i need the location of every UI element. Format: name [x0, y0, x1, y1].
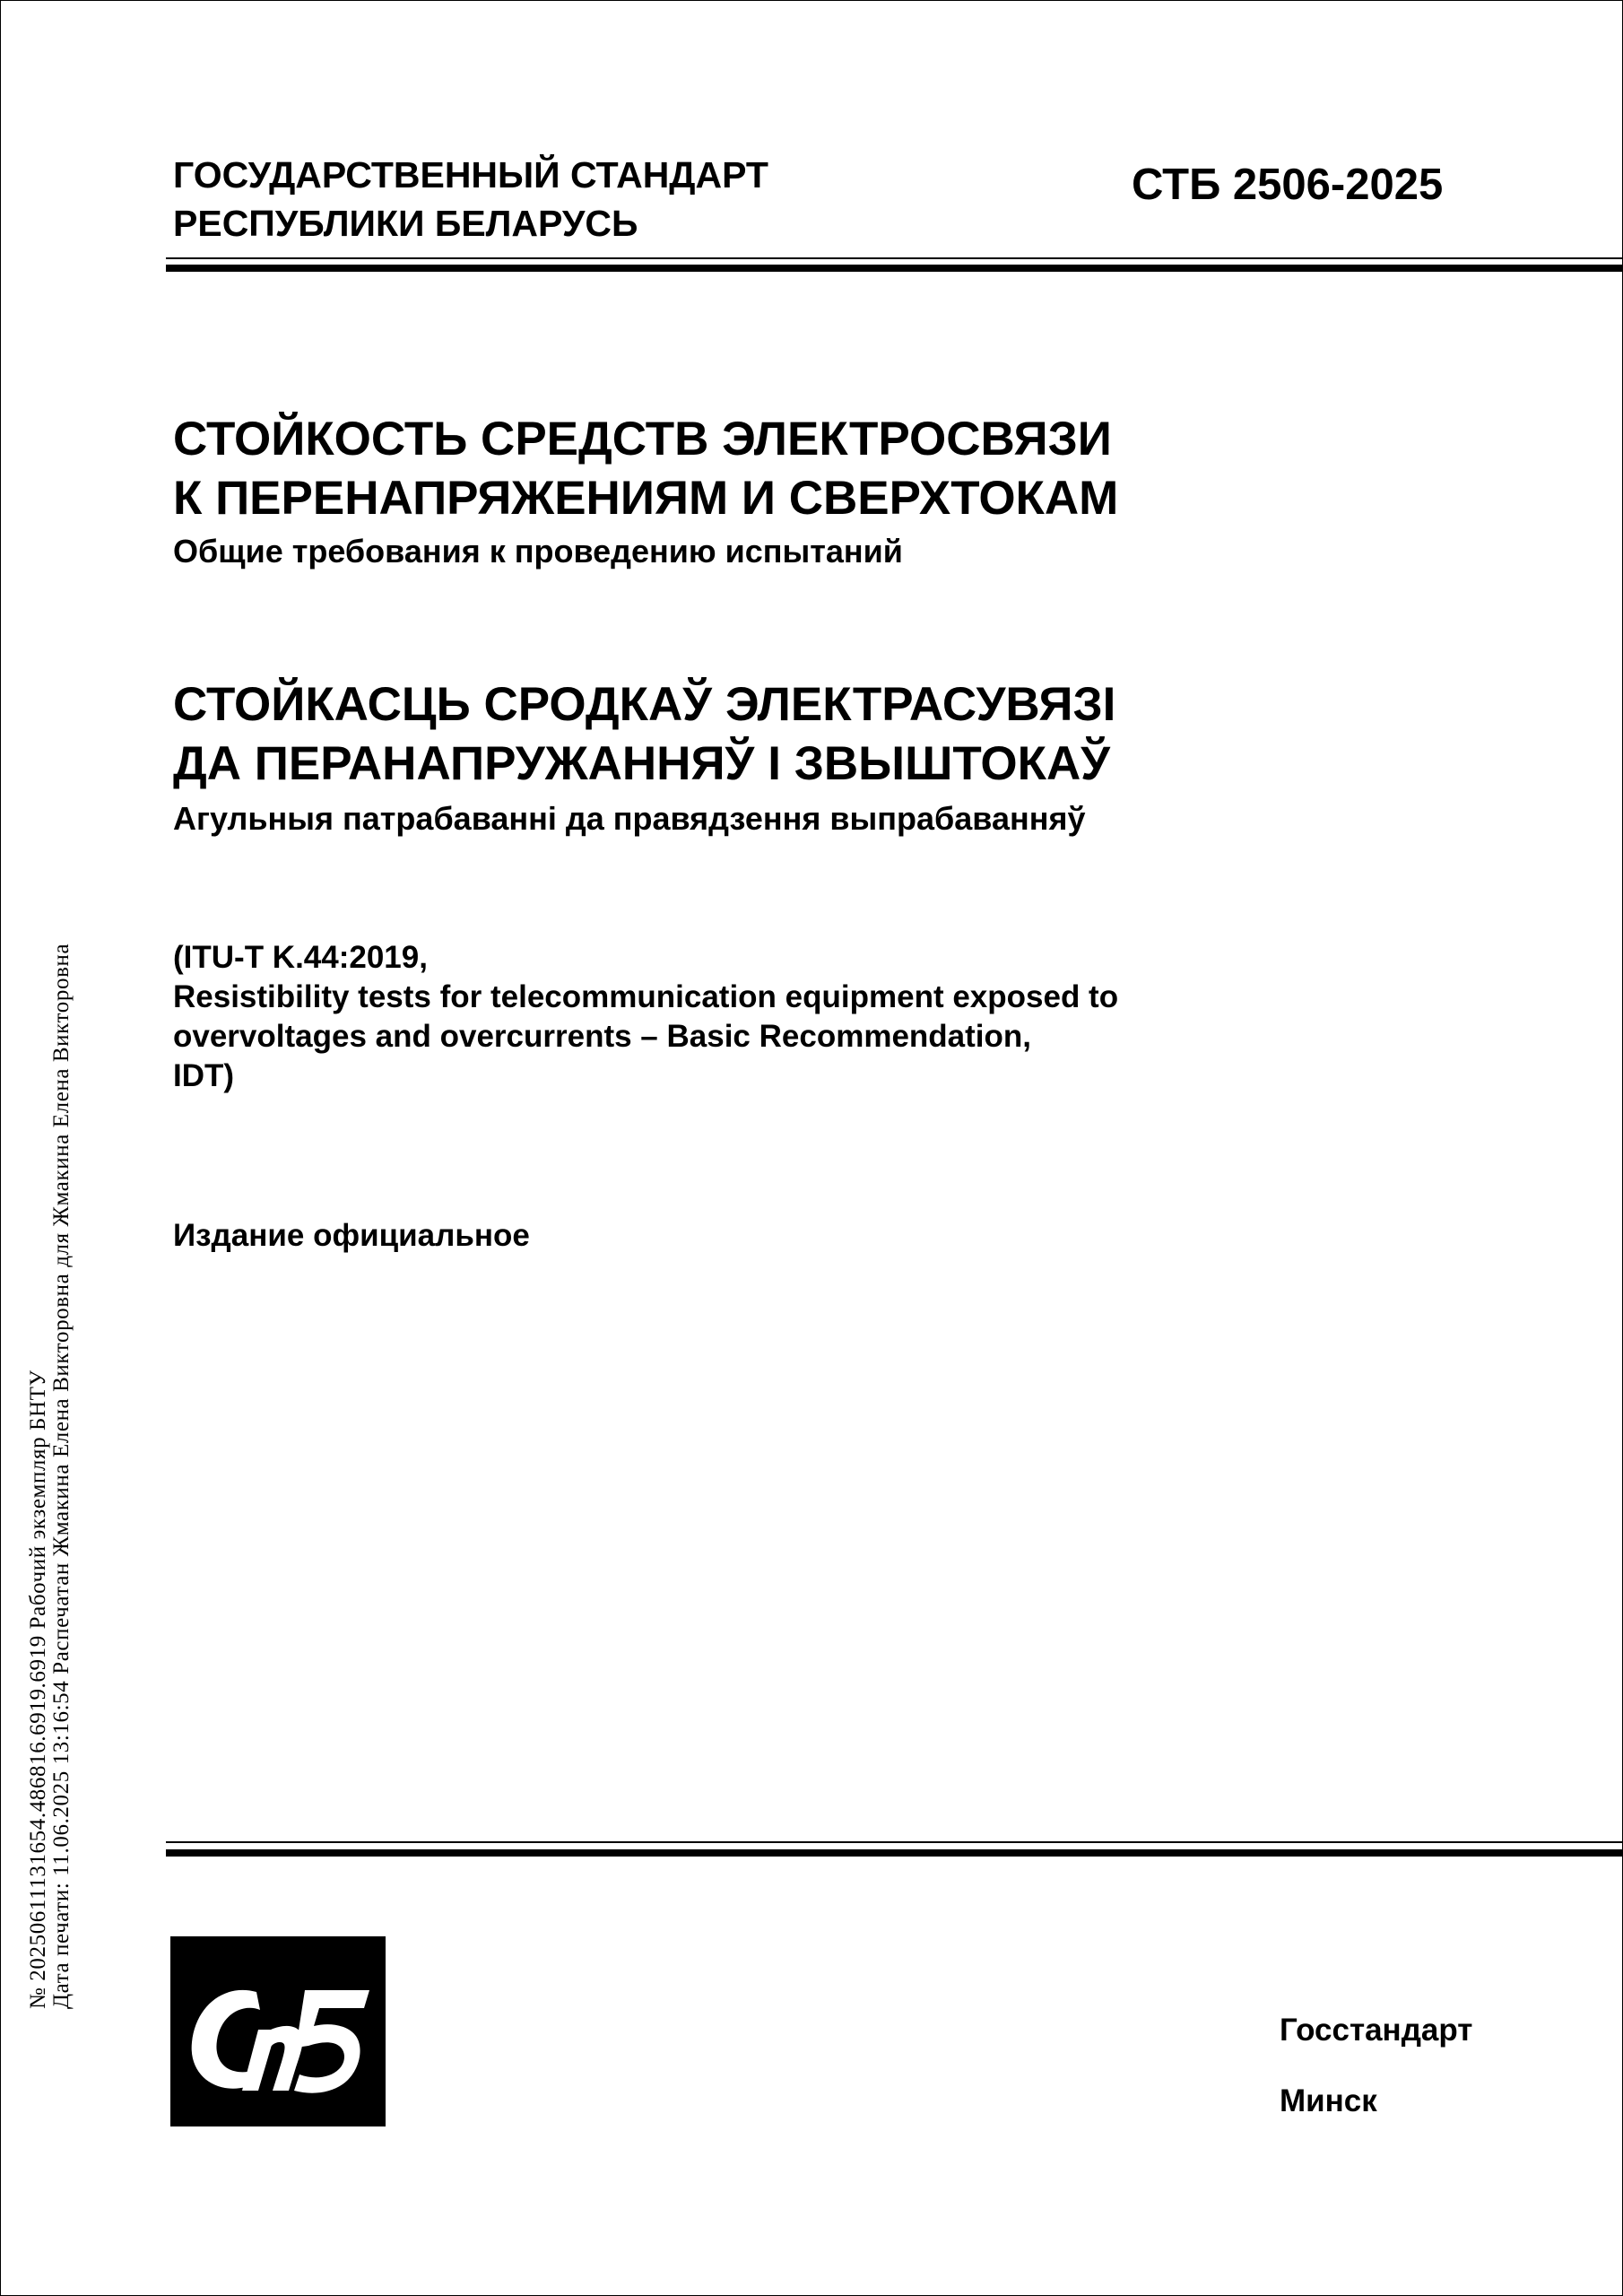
publication-city: Минск [1280, 2083, 1377, 2118]
title-russian [173, 410, 1118, 528]
header-rule-thin [166, 257, 1622, 259]
reference-line-1: (ITU-T K.44:2019, [173, 940, 428, 975]
subtitle-russian: Общие требования к проведению испытаний [173, 533, 903, 570]
footer-rule-thin [166, 1841, 1622, 1843]
stb-logo [170, 1936, 386, 2126]
reference-line-2: Resistibility tests for telecommunication equipment exposed to [173, 979, 1119, 1014]
reference-line-3: overvoltages and overcurrents – Basic Recommendation, [173, 1019, 1031, 1054]
edition-label: Издание официальное [173, 1218, 530, 1253]
side-stamp-line-1: № 20250611131654.486816.6919.6919 Рабочий экземпляр БНТУ [26, 1370, 50, 2009]
subtitle-belarusian: Агульныя патрабаванні да правядзення выпрабаванняў [173, 800, 1086, 837]
side-stamp [27, 628, 126, 2009]
title-be-line-1: СТОЙКАСЦЬ СРОДКАЎ ЭЛЕКТРАСУВЯЗІ [173, 678, 1116, 731]
title-be-line-2: ДА ПЕРАНАПРУЖАННЯЎ І ЗВЫШТОКАЎ [173, 737, 1111, 790]
standard-designation: СТБ 2506-2025 [1132, 161, 1444, 209]
stb-logo-graphic [170, 1936, 386, 2126]
itu-reference [173, 938, 1118, 1096]
publisher-name: Госстандарт [1280, 2013, 1473, 2048]
footer-rule-thick [166, 1849, 1622, 1857]
reference-line-4: IDT) [173, 1058, 235, 1093]
header-rule-thick [166, 265, 1622, 272]
title-ru-line-2: К ПЕРЕНАПРЯЖЕНИЯМ И СВЕРХТОКАМ [173, 472, 1119, 525]
side-stamp-line-2: Дата печати: 11.06.2025 13:16:54 Распечатан Жмакина Елена Викторовна для Жмакина Елена Викторовна [49, 943, 74, 2009]
title-belarusian [173, 675, 1115, 794]
title-ru-line-1: СТОЙКОСТЬ СРЕДСТВ ЭЛЕКТРОСВЯЗИ [173, 413, 1112, 465]
header-organization [173, 151, 768, 248]
header-org-line-2: РЕСПУБЛИКИ БЕЛАРУСЬ [173, 203, 638, 244]
header-org-line-1: ГОСУДАРСТВЕННЫЙ СТАНДАРТ [173, 154, 768, 196]
